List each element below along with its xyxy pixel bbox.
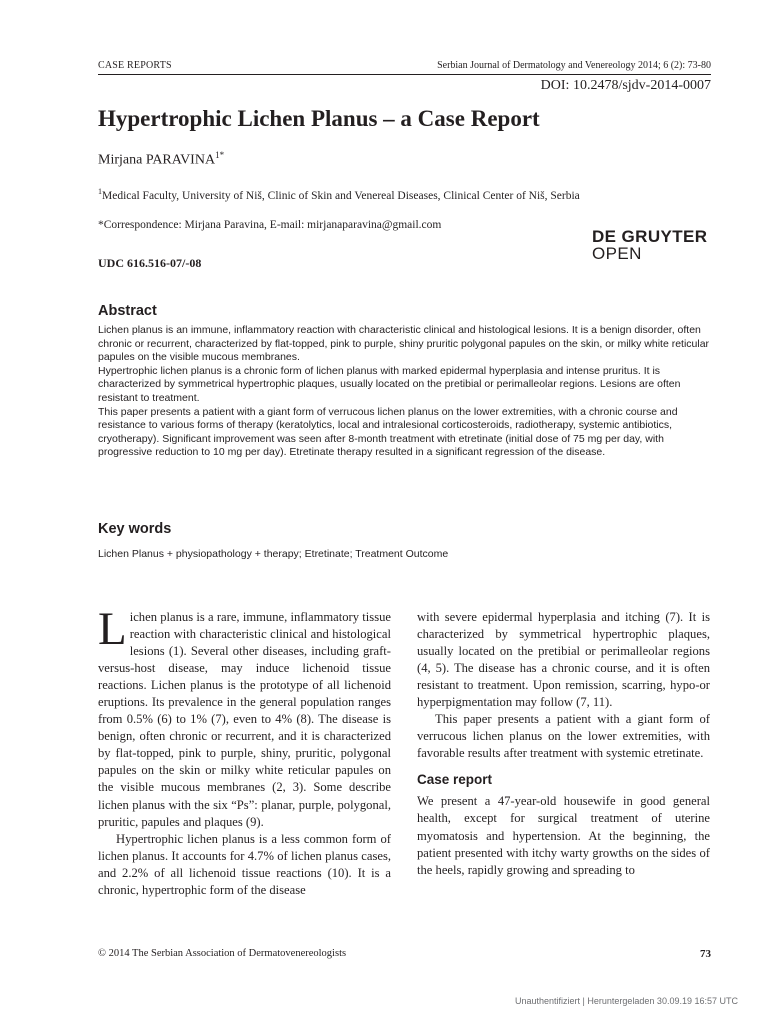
abstract-paragraph: Lichen planus is an immune, inflammatory reaction with characteristic clinical and histological lesions. It is a benign disorder, often chronic or recurrent, characterized by flat-topped, pink to purple, shiny pruritic polygonal papules on the skin, or milky white reticular papules on the visible mucous membranes. [98, 324, 710, 364]
case-report-heading: Case report [417, 772, 493, 788]
journal-citation: Serbian Journal of Dermatology and Venereology 2014; 6 (2): 73-80 [437, 60, 711, 71]
drop-cap: L [98, 603, 127, 655]
body-paragraph [98, 603, 391, 831]
affiliation-text: Medical Faculty, University of Niš, Clinic of Skin and Venereal Diseases, Clinical Center of Niš, Serbia [102, 189, 580, 202]
download-watermark: Unauthentifiziert | Heruntergeladen 30.09.19 16:57 UTC [515, 996, 738, 1006]
abstract-paragraph: Hypertrophic lichen planus is a chronic form of lichen planus with marked epidermal hyperplasia and intense pruritus. It is characterized by symmetrical hypertrophic plaques, usually located on the pretibial or perimalleolar regions. Lesions are often resistant to treatment. [98, 364, 681, 404]
logo-line-1: DE GRUYTER [592, 227, 708, 246]
section-label: CASE REPORTS [98, 60, 172, 71]
page-number: 73 [700, 948, 711, 960]
footer-copyright: © 2014 The Serbian Association of Dermatovenereologists [98, 948, 347, 959]
author-name: Mirjana PARAVINA [98, 152, 216, 168]
author [98, 150, 224, 169]
abstract-heading: Abstract [98, 303, 157, 319]
affiliation-superscript: 1 [98, 187, 102, 196]
abstract-paragraph: This paper presents a patient with a giant form of verrucous lichen planus on the lower extremities, with a chronic course and resistance to various forms of therapy (keratolytics, local and intralesional corticosteroids, radiotherapy, systemic antibiotics, cryotherapy). Significant improvement was seen after 8-month treatment with etretinate (initial dose of 75 mg per day, with progressive reduction to 10 mg per day). Etretinate therapy resulted in a significant regression of the disease. [98, 405, 678, 459]
body-column-right [417, 609, 710, 879]
body-column-left [98, 603, 391, 899]
keywords-heading: Key words [98, 521, 172, 537]
body-paragraph: Hypertrophic lichen planus is a less common form of lichen planus. It accounts for 4.7% of lichen planus cases, and 2.2% of all lichenoid tissue reactions (10). It is a chronic, hypertrophic form of the disease [98, 831, 391, 897]
doi-link[interactable]: DOI: 10.2478/sjdv-2014-0007 [540, 78, 711, 93]
body-paragraph-text: ichen planus is a rare, immune, inflammatory tissue reaction with characteristic clinical and histological lesions (1). Several other diseases, including graft-versus-host disease, may induce lichenoid tissue reactions. Lichen planus is the prototype of all lichenoid eruptions. Its prevalence in the general population ranges from 0.5% (6) to 1% (7), even to 4% (8). The disease is benign, often chronic or recurrent, and it is characterized by flat-topped, pink to purple, shiny, pruritic, polygonal papules on the skin or milky white reticular papules on the visible mucous membranes (2, 3). Some describe lichen planus with the six “Ps”: planar, purple, polygonal, pruritic, papules and plaques (9). [98, 610, 391, 829]
header-rule [98, 74, 711, 75]
body-paragraph: with severe epidermal hyperplasia and itching (7). It is characterized by symmetrical hypertrophic plaques, usually located on the pretibial or perimalleolar regions (4, 5). The disease has a chronic course, and it is often resistant to treatment. Upon remission, scarring, hypo-or hyperpigmentation may follow (7, 11). [417, 610, 710, 710]
abstract-body [98, 324, 711, 460]
logo-line-2: OPEN [592, 244, 642, 263]
author-superscript: 1* [215, 150, 225, 160]
publisher-logo [592, 228, 707, 262]
body-paragraph: We present a 47-year-old housewife in good general health, except for surgical treatment of uterine myomatosis and hypertension. At the beginning, the patient presented with itchy warty growths on the sides of the heels, rapidly growing and spreading to [417, 794, 710, 877]
keywords-text: Lichen Planus + physiopathology + therapy; Etretinate; Treatment Outcome [98, 548, 449, 560]
body-paragraph: This paper presents a patient with a giant form of verrucous lichen planus on the lower extremities, with favorable results after treatment with systemic etretinate. [417, 712, 710, 761]
correspondence: *Correspondence: Mirjana Paravina, E-mail: mirjanaparavina@gmail.com [98, 219, 442, 231]
affiliation [98, 187, 580, 202]
udc-code: UDC 616.516-07/-08 [98, 256, 202, 270]
article-title: Hypertrophic Lichen Planus – a Case Report [98, 106, 540, 131]
